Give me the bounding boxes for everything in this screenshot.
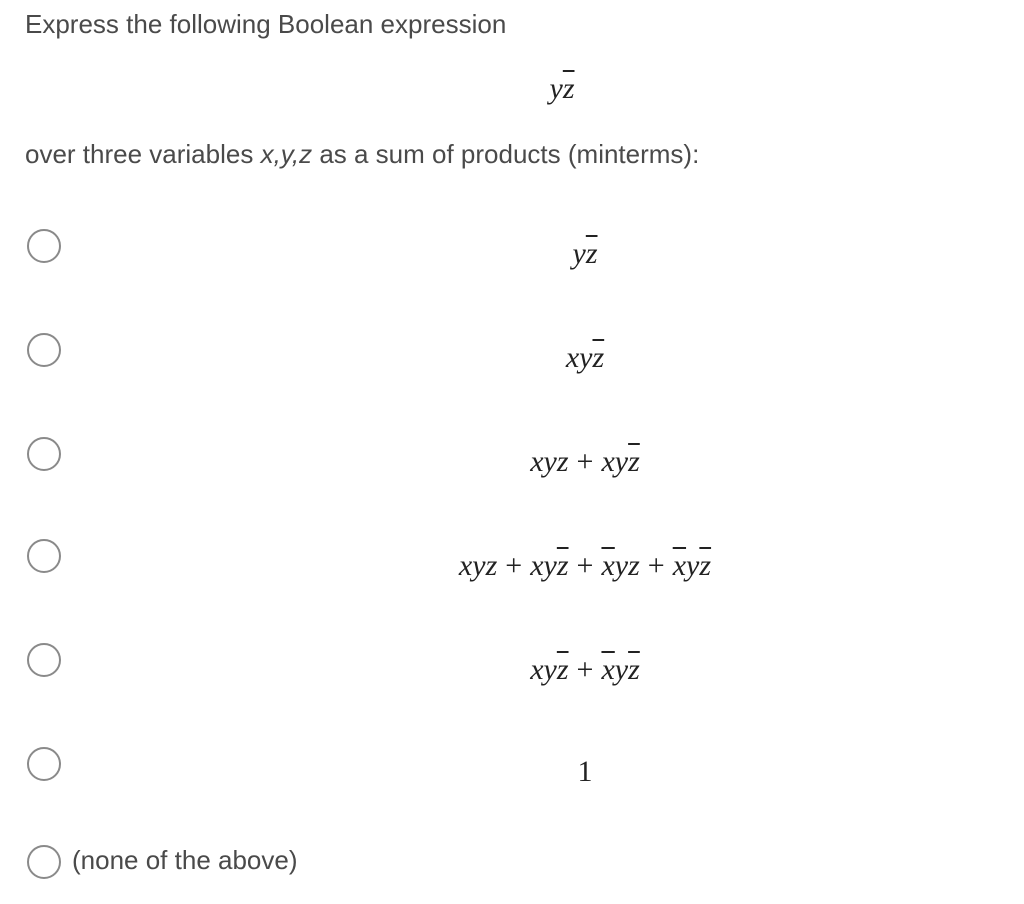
var-z: z — [628, 549, 640, 582]
answer-option-1[interactable] — [0, 224, 1024, 284]
var-z: z — [556, 445, 569, 478]
var-x: x — [458, 549, 473, 582]
plus-sign: + — [647, 549, 665, 582]
var-y: y — [614, 549, 629, 582]
var-z-bar: $\overline{z}$ — [556, 549, 569, 582]
option-expression — [0, 653, 1024, 687]
question-prompt-line-1 — [25, 8, 506, 40]
var-z-bar: $\overline{z}$ — [585, 237, 598, 270]
var-z-bar: $\overline{z}$ — [592, 341, 605, 374]
option-expression — [0, 341, 1024, 375]
answer-option-3[interactable] — [0, 432, 1024, 492]
plus-sign: + — [505, 549, 523, 582]
var-x: x — [530, 445, 544, 478]
answer-option-5[interactable] — [0, 638, 1024, 698]
var-y: y — [472, 549, 486, 582]
plus-sign: + — [576, 549, 594, 582]
var-y: y — [686, 549, 700, 582]
var-y: y — [549, 72, 563, 105]
question-prompt-line-2 — [25, 138, 699, 170]
var-z-bar: $\overline{z}$ — [628, 653, 640, 686]
plus-sign: + — [576, 653, 594, 686]
var-x: x — [530, 653, 544, 686]
option-expression — [0, 549, 1024, 583]
var-x-bar: $\overline{x}$ — [672, 549, 687, 582]
var-x: x — [565, 341, 580, 374]
prompt-variables: x,y,z — [260, 139, 313, 169]
question-text: Express the following Boolean expression — [25, 9, 507, 39]
var-z-bar: $\overline{z}$ — [562, 72, 575, 105]
var-z-bar: $\overline{z}$ — [699, 549, 712, 582]
option-label: (none of the above) — [72, 845, 298, 875]
var-x: x — [530, 549, 544, 582]
answer-option-4[interactable] — [0, 534, 1024, 594]
var-z: z — [485, 549, 498, 582]
var-z-bar: $\overline{z}$ — [628, 445, 640, 478]
answer-option-none[interactable] — [0, 830, 1024, 890]
radio-button[interactable] — [27, 845, 61, 879]
var-z-bar: $\overline{z}$ — [556, 653, 569, 686]
plus-sign: + — [576, 445, 594, 478]
answer-option-6[interactable] — [0, 742, 1024, 802]
option-expression — [0, 445, 1024, 479]
given-expression — [0, 72, 1024, 106]
prompt-text-before: over three variables — [25, 139, 261, 169]
constant-one: 1 — [577, 755, 593, 788]
var-x: x — [601, 445, 615, 478]
var-y: y — [579, 341, 593, 374]
var-y: y — [614, 445, 629, 478]
var-y: y — [572, 237, 586, 270]
answer-option-2[interactable] — [0, 328, 1024, 388]
prompt-text-after: as a sum of products (minterms): — [312, 139, 700, 169]
var-y: y — [543, 549, 557, 582]
option-expression — [0, 755, 1024, 789]
option-expression — [0, 237, 1024, 271]
var-x-bar: $\overline{x}$ — [601, 653, 615, 686]
var-y: y — [543, 653, 557, 686]
var-x-bar: $\overline{x}$ — [601, 549, 615, 582]
var-y: y — [614, 653, 629, 686]
var-y: y — [543, 445, 557, 478]
